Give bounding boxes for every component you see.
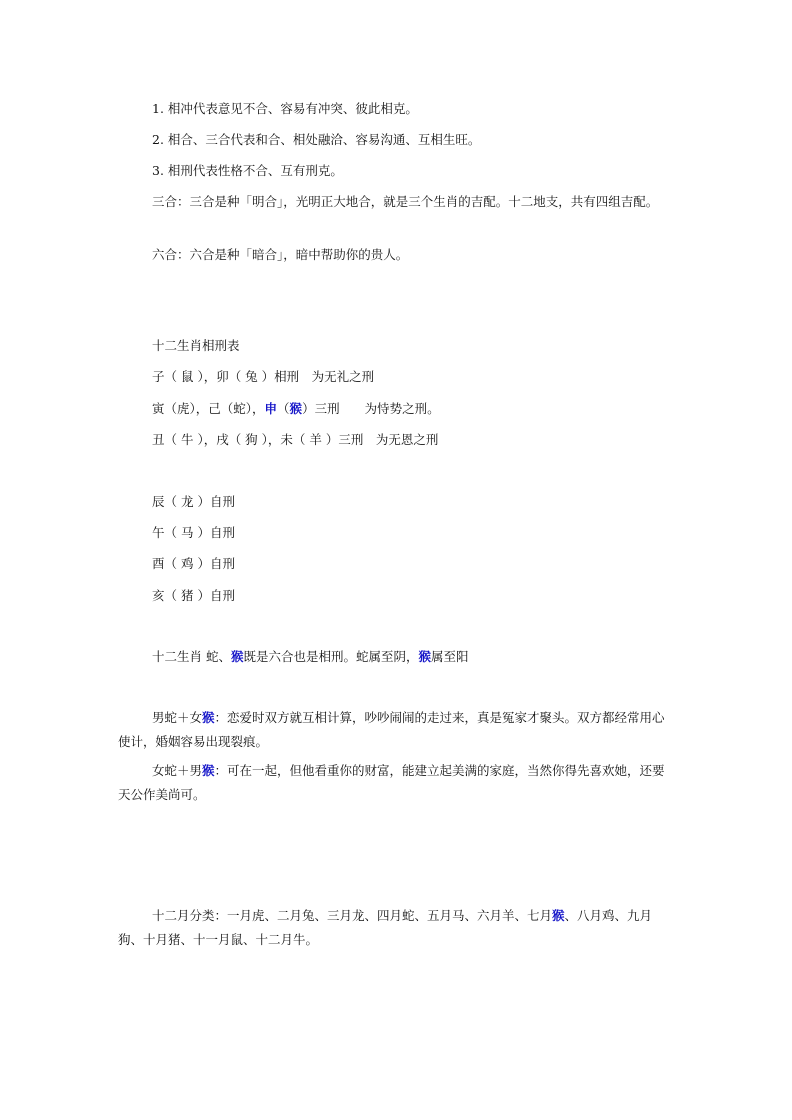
highlight-monkey: 猴: [202, 763, 215, 778]
liuhe-paragraph: 六合：六合是种「暗合」，暗中帮助你的贵人。: [152, 247, 409, 262]
xing-table-title: 十二生肖相刑表: [152, 338, 240, 353]
male-snake-pre: 男蛇＋女: [152, 710, 203, 725]
xing-line-2-pre: 寅（虎），己（蛇），: [152, 401, 265, 416]
xing-line-2: [152, 397, 440, 421]
male-snake-paragraph: [118, 706, 673, 754]
female-snake-pre: 女蛇＋男: [152, 763, 203, 778]
snake-monkey-mid: 既是六合也是相刑。蛇属至阴，: [243, 649, 419, 664]
months-pre: 十二月分类：一月虎、二月兔、三月龙、四月蛇、五月马、六月羊、七月: [152, 908, 553, 923]
highlight-monkey: 猴: [289, 401, 303, 416]
sanhe-paragraph: 三合：三合是种「明合」，光明正大地合，就是三个生肖的吉配。十二地支，共有四组吉配。: [152, 194, 659, 209]
highlight-monkey: 猴: [230, 649, 244, 664]
xing-line-3: 丑（ 牛 ），戌（ 狗 ），未（ 羊 ）三刑 为无恩之刑: [152, 432, 439, 447]
self-xing-horse: 午（ 马 ）自刑: [152, 525, 235, 540]
list-item-3: 3. 相刑代表性格不合、互有刑克。: [152, 163, 343, 178]
xing-line-2-post: ）三刑 为恃势之刑。: [302, 401, 440, 416]
female-snake-paragraph: [118, 759, 673, 807]
male-snake-post: ：恋爱时双方就互相计算，吵吵闹闹的走过来，真是冤家才聚头。双方都经常用心使计，婚姻容易出现裂痕。: [118, 710, 665, 749]
list-item-1: 1. 相冲代表意见不合、容易有冲突、彼此相克。: [152, 101, 418, 116]
highlight-monkey: 猴: [552, 908, 565, 923]
list-item-2: 2. 相合、三合代表和合、相处融洽、容易沟通、互相生旺。: [152, 132, 481, 147]
highlight-monkey: 猴: [418, 649, 432, 664]
months-post: 、八月鸡、九月狗、十月猪、十一月鼠、十二月牛。: [118, 908, 653, 947]
self-xing-dragon: 辰（ 龙 ）自刑: [152, 494, 235, 509]
self-xing-rooster: 酉（ 鸡 ）自刑: [152, 556, 235, 571]
xing-line-2-mid: （: [277, 401, 290, 416]
self-xing-pig: 亥（ 猪 ）自刑: [152, 588, 235, 603]
highlight-shen: 申: [264, 401, 278, 416]
months-paragraph: [118, 904, 673, 952]
snake-monkey-pre: 十二生肖 蛇、: [152, 649, 231, 664]
highlight-monkey: 猴: [202, 710, 215, 725]
snake-monkey-post: 属至阳: [431, 649, 469, 664]
female-snake-post: ：可在一起，但他看重你的财富，能建立起美满的家庭，当然你得先喜欢她，还要天公作美尚可。: [118, 763, 665, 802]
snake-monkey-line: [152, 645, 469, 669]
xing-line-1: 子（ 鼠 ），卯（ 兔 ）相刑 为无礼之刑: [152, 369, 375, 384]
